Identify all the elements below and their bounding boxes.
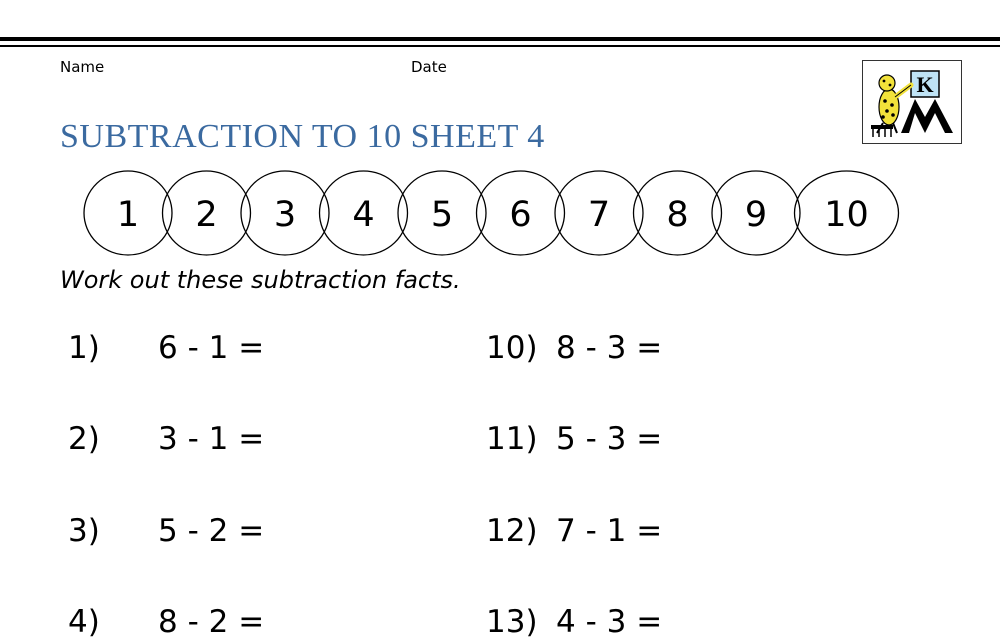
problem-number: 12) [486, 513, 538, 549]
problem-10 [486, 330, 663, 366]
instructions: Work out these subtraction facts. [60, 266, 461, 294]
number-line-label: 5 [430, 195, 454, 235]
problem-13 [486, 604, 663, 640]
problem-expression: 5 - 3 = [556, 421, 663, 457]
leopard-logo-icon [863, 61, 961, 143]
problem-expression: 3 - 1 = [158, 421, 265, 457]
number-line-label: 3 [273, 195, 297, 235]
number-line-label: 4 [352, 195, 375, 235]
problem-expression: 8 - 3 = [556, 330, 663, 366]
number-line-label: 10 [824, 195, 869, 235]
logo [862, 60, 962, 144]
problem-11 [486, 421, 663, 457]
problem-number: 3) [68, 513, 100, 549]
problem-number: 2) [68, 421, 100, 457]
name-label: Name [60, 58, 105, 76]
problem-number: 11) [486, 421, 538, 457]
number-line-label: 6 [509, 195, 532, 235]
number-line-label: 7 [587, 195, 611, 235]
problem-expression: 6 - 1 = [158, 330, 265, 366]
problem-12 [486, 513, 663, 549]
problem-expression: 5 - 2 = [158, 513, 265, 549]
problem-1 [68, 330, 265, 366]
number-line [84, 170, 898, 258]
sheet-title: SUBTRACTION TO 10 SHEET 4 [60, 118, 545, 155]
number-line-label: 1 [116, 195, 140, 235]
top-rule [0, 37, 1000, 47]
date-label: Date [411, 58, 447, 76]
problem-number: 4) [68, 604, 100, 640]
logo-letter: K [916, 72, 934, 97]
number-line-label: 2 [195, 195, 218, 235]
number-line-label: 9 [744, 195, 768, 235]
problem-expression: 7 - 1 = [556, 513, 663, 549]
problem-expression: 8 - 2 = [158, 604, 265, 640]
problem-number: 10) [486, 330, 538, 366]
problem-2 [68, 421, 265, 457]
problem-expression: 4 - 3 = [556, 604, 663, 640]
problem-number: 13) [486, 604, 538, 640]
number-line-label: 8 [666, 195, 689, 235]
problem-4 [68, 604, 265, 640]
problem-number: 1) [68, 330, 100, 366]
problem-3 [68, 513, 265, 549]
